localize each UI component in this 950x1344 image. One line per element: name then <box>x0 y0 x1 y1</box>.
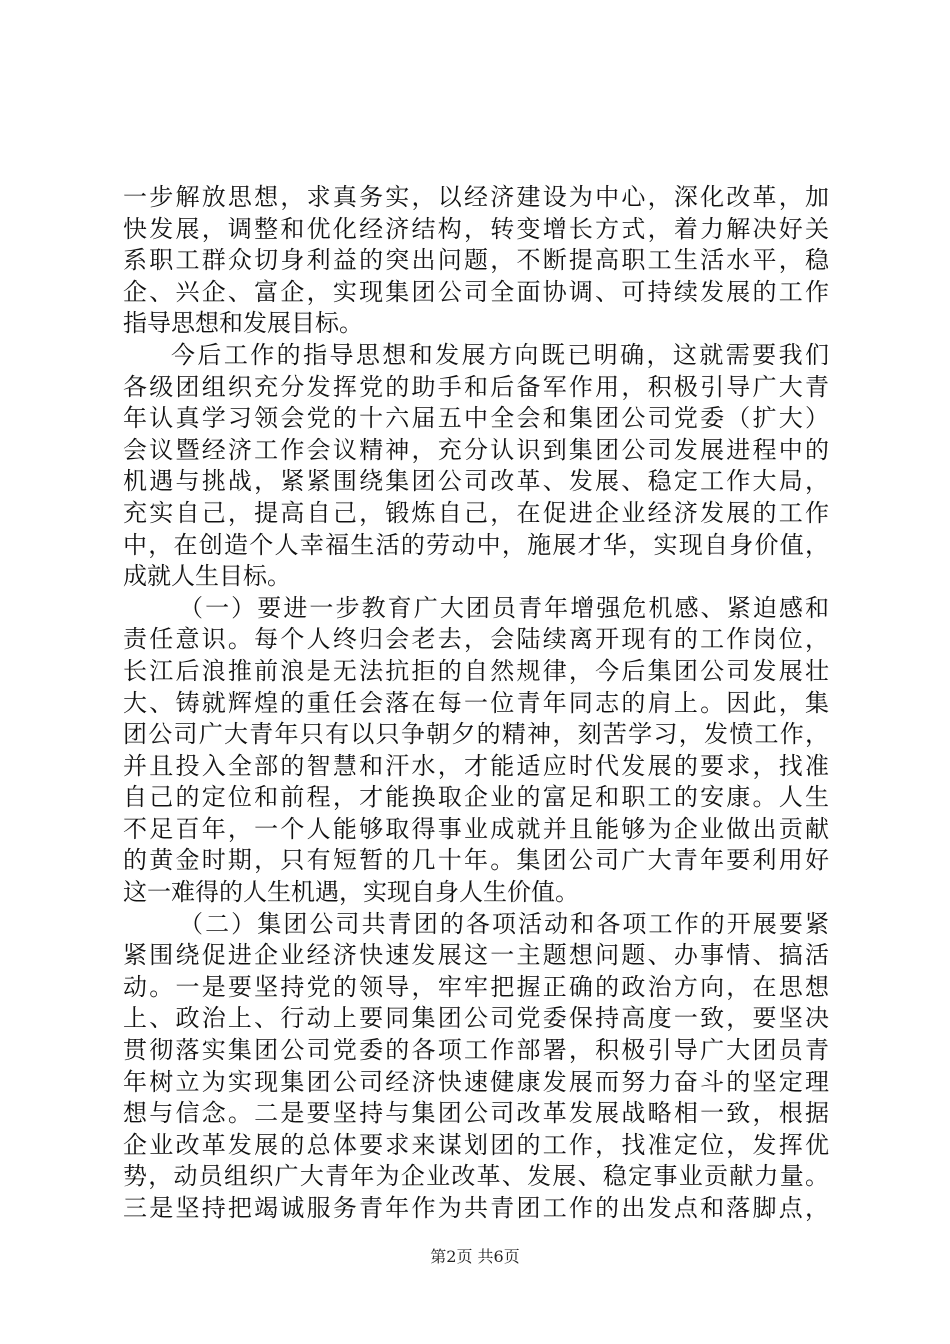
text-line: 会议暨经济工作会议精神，充分认识到集团公司发展进程中的 <box>123 435 829 464</box>
text-line: 不足百年，一个人能够取得事业成就并且能够为企业做出贡献 <box>123 814 829 843</box>
text-line: 年认真学习领会党的十六届五中全会和集团公司党委（扩大） <box>123 404 829 433</box>
text-line: 企、兴企、富企，实现集团公司全面协调、可持续发展的工作 <box>123 277 829 306</box>
text-line: 机遇与挑战，紧紧围绕集团公司改革、发展、稳定工作大局， <box>123 467 829 496</box>
text-line: 今后工作的指导思想和发展方向既已明确，这就需要我们 <box>171 340 829 369</box>
text-line: （一）要进一步教育广大团员青年增强危机感、紧迫感和 <box>179 593 829 622</box>
text-line: 贯彻落实集团公司党委的各项工作部署，积极引导广大团员青 <box>123 1036 829 1065</box>
text-line: 的黄金时期，只有短暂的几十年。集团公司广大青年要利用好 <box>123 846 829 875</box>
text-line: 充实自己，提高自己，锻炼自己，在促进企业经济发展的工作 <box>123 498 829 527</box>
text-line: 团公司广大青年只有以只争朝夕的精神，刻苦学习，发愤工作， <box>123 720 829 749</box>
text-line: 责任意识。每个人终归会老去，会陆续离开现有的工作岗位， <box>123 625 829 654</box>
text-line: 势，动员组织广大青年为企业改革、发展、稳定事业贡献力量。 <box>123 1162 829 1191</box>
text-line: 自己的定位和前程，才能换取企业的富足和职工的安康。人生 <box>123 783 829 812</box>
page-number-footer: 第2页 共6页 <box>430 1247 520 1266</box>
text-line: 上、政治上、行动上要同集团公司党委保持高度一致，要坚决 <box>123 1004 829 1033</box>
body-text <box>123 182 829 1225</box>
text-line: 想与信念。二是要坚持与集团公司改革发展战略相一致，根据 <box>123 1099 829 1128</box>
text-line: 快发展，调整和优化经济结构，转变增长方式，着力解决好关 <box>123 214 829 243</box>
text-line: 长江后浪推前浪是无法抗拒的自然规律，今后集团公司发展壮 <box>123 656 829 685</box>
text-line: 企业改革发展的总体要求来谋划团的工作，找准定位，发挥优 <box>123 1130 829 1159</box>
text-line: 成就人生目标。 <box>123 562 291 591</box>
text-line: 指导思想和发展目标。 <box>123 309 363 338</box>
text-line: 这一难得的人生机遇，实现自身人生价值。 <box>123 878 579 907</box>
text-line: 大、铸就辉煌的重任会落在每一位青年同志的肩上。因此，集 <box>123 688 829 717</box>
text-line: 并且投入全部的智慧和汗水，才能适应时代发展的要求，找准 <box>123 751 829 780</box>
text-line: 紧围绕促进企业经济快速发展这一主题想问题、办事情、搞活 <box>123 941 829 970</box>
text-line: 动。一是要坚持党的领导，牢牢把握正确的政治方向，在思想 <box>123 972 829 1001</box>
text-line: 系职工群众切身利益的突出问题，不断提高职工生活水平，稳 <box>123 246 829 275</box>
text-line: 三是坚持把竭诚服务青年作为共青团工作的出发点和落脚点， <box>123 1194 829 1222</box>
text-line: 一步解放思想，求真务实，以经济建设为中心，深化改革，加 <box>123 183 829 211</box>
text-line: 中，在创造个人幸福生活的劳动中，施展才华，实现自身价值， <box>123 530 829 559</box>
text-line: 各级团组织充分发挥党的助手和后备军作用，积极引导广大青 <box>123 372 829 401</box>
text-line: （二）集团公司共青团的各项活动和各项工作的开展要紧 <box>179 909 829 938</box>
text-line: 年树立为实现集团公司经济快速健康发展而努力奋斗的坚定理 <box>123 1067 829 1096</box>
